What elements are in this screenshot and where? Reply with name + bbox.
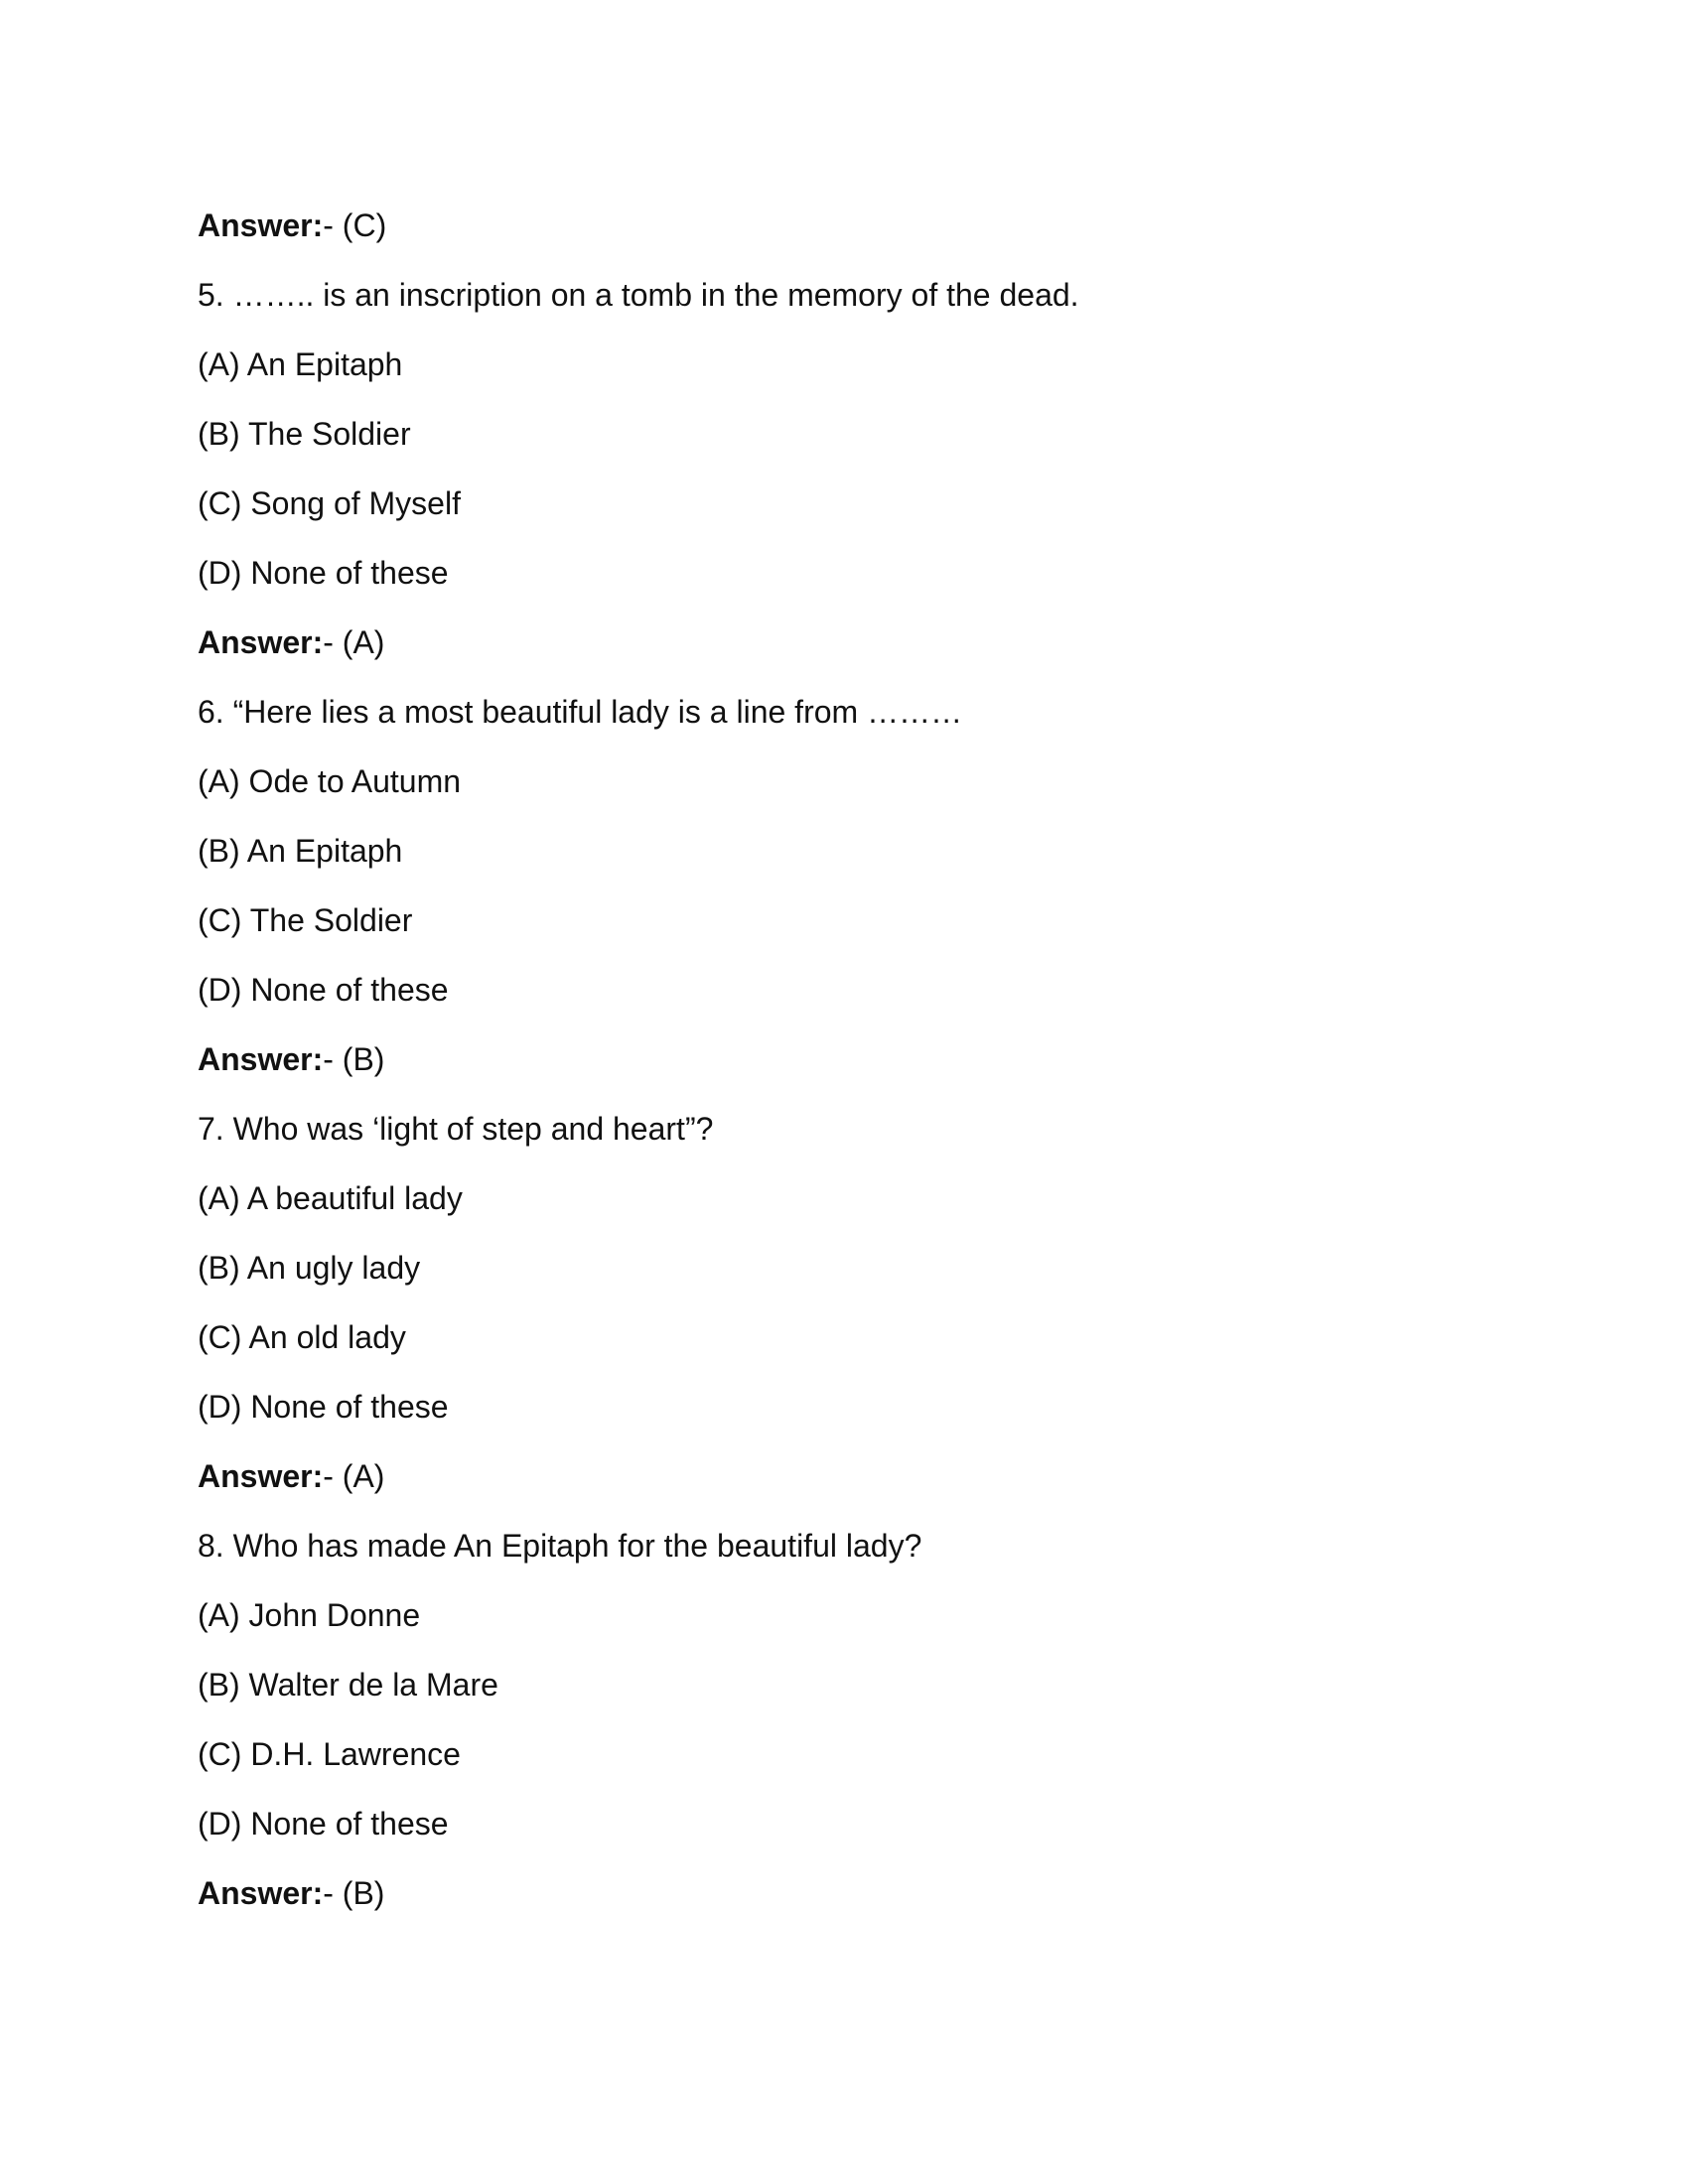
option-a: (A) An Epitaph — [198, 346, 403, 382]
option-c: (C) D.H. Lawrence — [198, 1736, 461, 1772]
answer-label: Answer: — [198, 624, 324, 660]
answer-line — [198, 1024, 1488, 1094]
answer-separator: - — [323, 1458, 343, 1494]
option-d: (D) None of these — [198, 1806, 449, 1842]
option-d: (D) None of these — [198, 1389, 449, 1425]
answer-line — [198, 191, 1488, 260]
quiz-content — [198, 191, 1488, 1928]
option-b: (B) Walter de la Mare — [198, 1667, 498, 1703]
option-c: (C) An old lady — [198, 1319, 406, 1355]
answer-line — [198, 1858, 1488, 1928]
option-a: (A) Ode to Autumn — [198, 763, 462, 799]
answer-separator: - — [323, 207, 343, 243]
option-c: (C) The Soldier — [198, 902, 413, 938]
answer-separator: - — [323, 1041, 343, 1077]
answer-line — [198, 608, 1488, 677]
answer-value: (B) — [342, 1875, 385, 1911]
answer-value: (C) — [342, 207, 387, 243]
option-d: (D) None of these — [198, 972, 449, 1008]
option-b: (B) The Soldier — [198, 416, 411, 452]
answer-separator: - — [323, 1875, 343, 1911]
option-d: (D) None of these — [198, 555, 449, 591]
question-text: 6. “Here lies a most beautiful lady is a line from ……… — [198, 694, 963, 730]
question-text: 7. Who was ‘light of step and heart”? — [198, 1111, 714, 1147]
answer-value: (A) — [342, 624, 385, 660]
question-text: 5. …….. is an inscription on a tomb in the memory of the dead. — [198, 277, 1079, 313]
option-a: (A) A beautiful lady — [198, 1180, 463, 1216]
answer-value: (A) — [342, 1458, 385, 1494]
question-text: 8. Who has made An Epitaph for the beautiful lady? — [198, 1528, 922, 1564]
answer-label: Answer: — [198, 1458, 324, 1494]
answer-separator: - — [323, 624, 343, 660]
option-a: (A) John Donne — [198, 1597, 421, 1633]
answer-label: Answer: — [198, 1875, 324, 1911]
answer-label: Answer: — [198, 1041, 324, 1077]
answer-line — [198, 1441, 1488, 1511]
option-c: (C) Song of Myself — [198, 485, 461, 521]
answer-value: (B) — [342, 1041, 385, 1077]
answer-label: Answer: — [198, 207, 324, 243]
option-b: (B) An Epitaph — [198, 833, 403, 869]
option-b: (B) An ugly lady — [198, 1250, 421, 1286]
